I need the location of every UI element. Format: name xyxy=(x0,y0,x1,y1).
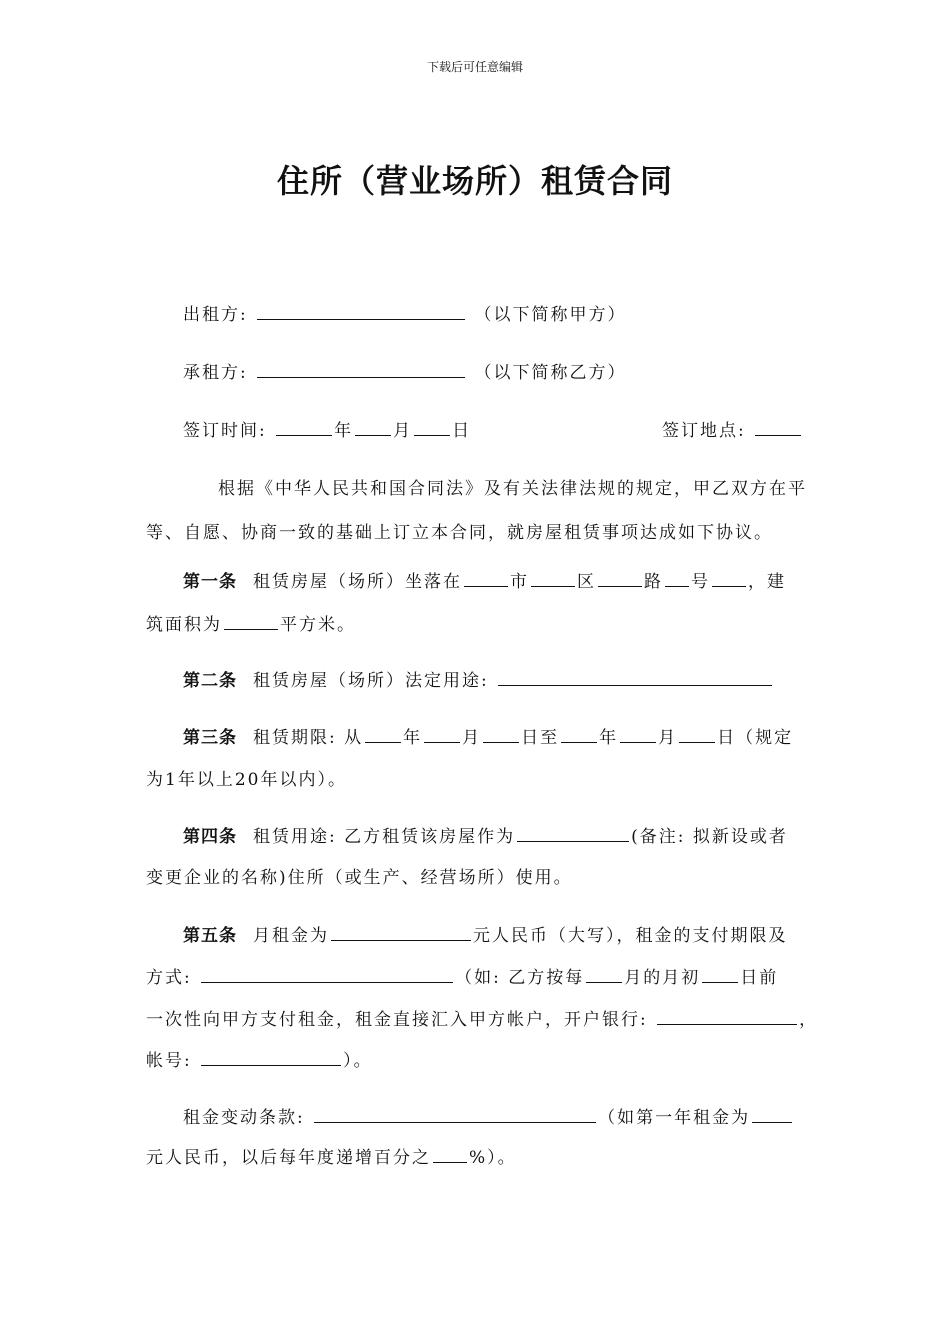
article-5-number: 第五条 xyxy=(183,926,237,946)
article-3-text: 租赁期限: 从 xyxy=(253,728,364,748)
article-5-bank-comma: ， xyxy=(799,1010,819,1030)
article-1-unit-blank xyxy=(712,572,746,587)
article-4-line-1 xyxy=(183,822,788,847)
signing-year-blank xyxy=(276,421,332,436)
intro-line-2: 等、自愿、协商一致的基础上订立本合同，就房屋租赁事项达成如下协议。 xyxy=(146,523,773,543)
article-2-blank xyxy=(498,671,772,686)
lessor-blank xyxy=(257,305,465,320)
article-1-comma: ，建 xyxy=(748,572,786,592)
article-3-number: 第三条 xyxy=(183,728,237,748)
article-5-rent-blank xyxy=(331,926,471,941)
article-5-text: 月租金为 xyxy=(253,926,329,946)
article-4-number: 第四条 xyxy=(183,827,237,847)
article-1-area-unit: 平方米。 xyxy=(280,615,356,635)
article-1-area-blank xyxy=(224,615,278,630)
article-3-line-2: 为1年以上20年以内）。 xyxy=(146,770,347,790)
article-5-day-blank xyxy=(702,968,738,983)
article-1-district: 区 xyxy=(577,572,596,592)
article-1-house-number: 号 xyxy=(691,572,710,592)
article-4-note: (备注: 拟新设或者 xyxy=(631,827,788,847)
article-5-text-b: 元人民币（大写），租金的支付期限及 xyxy=(473,926,788,946)
article-5-account-blank xyxy=(201,1051,341,1066)
article-5-line-3 xyxy=(146,1005,818,1030)
signing-day-blank xyxy=(414,421,450,436)
article-3-start-year-blank xyxy=(365,728,401,743)
rent-change-increase: 元人民币，以后每年度递增百分之 xyxy=(146,1148,431,1168)
signing-day-label: 日 xyxy=(452,421,472,441)
article-3-end-month-blank xyxy=(620,728,656,743)
article-5-before: 日前 xyxy=(740,968,779,988)
article-1-road: 路 xyxy=(644,572,663,592)
article-1-area-label: 筑面积为 xyxy=(146,615,222,635)
article-5-method-blank xyxy=(201,968,453,983)
rent-change-blank xyxy=(314,1108,596,1123)
rent-change-percent-blank xyxy=(433,1148,467,1163)
article-3-year: 年 xyxy=(403,728,423,748)
article-5-bank-blank xyxy=(657,1010,797,1025)
article-4-line-2: 变更企业的名称)住所（或生产、经营场所）使用。 xyxy=(146,868,573,888)
article-5-line-2 xyxy=(146,963,778,988)
lessor-suffix: （以下简称甲方） xyxy=(474,305,627,325)
article-4-blank xyxy=(517,827,629,842)
article-1-number: 第一条 xyxy=(183,572,237,592)
signing-time-label: 签订时间: xyxy=(183,421,267,441)
article-2-line xyxy=(183,666,774,691)
article-1-text: 租赁房屋（场所）坐落在 xyxy=(253,572,462,592)
lessee-suffix: （以下简称乙方） xyxy=(474,363,627,383)
rent-change-first-year-blank xyxy=(752,1108,792,1123)
article-1-road-blank xyxy=(598,572,642,587)
signing-year-label: 年 xyxy=(334,421,354,441)
rent-change-line-1 xyxy=(183,1103,794,1128)
article-5-month-start: 月的月初 xyxy=(624,968,701,988)
article-3-year-2: 年 xyxy=(599,728,619,748)
article-5-method-label: 方式: xyxy=(146,968,192,988)
article-4-text: 租赁用途: 乙方租赁该房屋作为 xyxy=(253,827,516,847)
rent-change-line-2 xyxy=(146,1143,517,1168)
signing-month-label: 月 xyxy=(393,421,413,441)
article-3-day-to: 日至 xyxy=(521,728,560,748)
article-3-month: 月 xyxy=(462,728,482,748)
article-5-account-close: ）。 xyxy=(343,1051,373,1071)
article-1-district-blank xyxy=(531,572,575,587)
signing-month-blank xyxy=(355,421,391,436)
article-1-city: 市 xyxy=(510,572,529,592)
article-3-start-day-blank xyxy=(483,728,519,743)
article-2-number: 第二条 xyxy=(183,671,237,691)
article-5-line-1 xyxy=(183,921,788,946)
article-3-end-day-blank xyxy=(679,728,715,743)
article-1-line-1 xyxy=(183,567,786,592)
signing-place-blank xyxy=(755,421,801,436)
rent-change-example: （如第一年租金为 xyxy=(598,1108,751,1128)
header-note: 下载后可任意编辑 xyxy=(426,60,523,74)
article-5-line-4 xyxy=(146,1046,373,1071)
lessor-line xyxy=(183,300,627,325)
article-1-number-blank xyxy=(665,572,689,587)
article-5-example: （如: 乙方按每 xyxy=(455,968,585,988)
article-3-end-year-blank xyxy=(561,728,597,743)
article-5-bank-label: 一次性向甲方支付租金，租金直接汇入甲方帐户，开户银行: xyxy=(146,1010,648,1030)
article-5-account-label: 帐号: xyxy=(146,1051,192,1071)
article-3-line-1 xyxy=(183,723,793,748)
lessee-line xyxy=(183,358,627,383)
article-3-start-month-blank xyxy=(424,728,460,743)
rent-change-label: 租金变动条款: xyxy=(183,1108,305,1128)
article-1-city-blank xyxy=(464,572,508,587)
article-5-month-blank xyxy=(586,968,622,983)
lessee-label: 承租方: xyxy=(183,363,248,383)
document-title: 住所（营业场所）租赁合同 xyxy=(276,162,673,200)
article-3-month-2: 月 xyxy=(658,728,678,748)
rent-change-percent-close: %）。 xyxy=(469,1148,517,1168)
signing-time-line xyxy=(183,416,471,441)
article-1-line-2 xyxy=(146,610,356,635)
intro-line-1: 根据《中华人民共和国合同法》及有关法律法规的规定，甲乙双方在平 xyxy=(218,479,807,499)
article-3-day-note: 日（规定 xyxy=(717,728,794,748)
lessee-blank xyxy=(257,363,465,378)
article-2-text: 租赁房屋（场所）法定用途: xyxy=(253,671,489,691)
signing-place-label: 签订地点: xyxy=(662,421,746,441)
lessor-label: 出租方: xyxy=(183,305,248,325)
signing-place-line xyxy=(662,416,803,441)
